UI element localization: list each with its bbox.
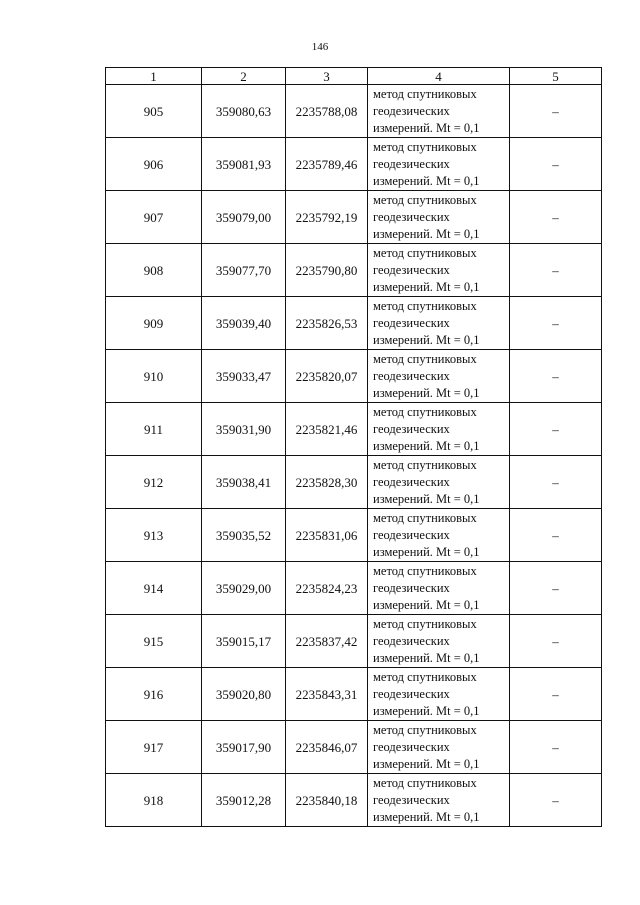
point-number-cell: 910 — [106, 350, 202, 403]
point-number-cell: 907 — [106, 191, 202, 244]
table-row — [106, 350, 602, 403]
column5-cell: – — [510, 668, 602, 721]
method-text-line: метод спутниковых — [373, 245, 477, 260]
x-coordinate-cell: 359033,47 — [202, 350, 286, 403]
method-text-line: измерений. Mt = 0,1 — [373, 703, 480, 718]
table-header-row — [106, 68, 602, 85]
table-row — [106, 668, 602, 721]
method-cell — [368, 509, 510, 562]
table-row — [106, 456, 602, 509]
y-coordinate-cell: 2235790,80 — [286, 244, 368, 297]
x-coordinate-cell: 359039,40 — [202, 297, 286, 350]
method-cell — [368, 297, 510, 350]
x-coordinate-cell: 359017,90 — [202, 721, 286, 774]
y-coordinate-cell: 2235824,23 — [286, 562, 368, 615]
x-coordinate-cell: 359077,70 — [202, 244, 286, 297]
x-coordinate-cell: 359080,63 — [202, 85, 286, 138]
method-text-line: измерений. Mt = 0,1 — [373, 650, 480, 665]
method-cell — [368, 85, 510, 138]
y-coordinate-cell: 2235792,19 — [286, 191, 368, 244]
method-cell — [368, 721, 510, 774]
table-row — [106, 403, 602, 456]
method-cell — [368, 774, 510, 827]
method-cell — [368, 668, 510, 721]
y-coordinate-cell: 2235821,46 — [286, 403, 368, 456]
column5-cell: – — [510, 191, 602, 244]
x-coordinate-cell: 359015,17 — [202, 615, 286, 668]
y-coordinate-cell: 2235837,42 — [286, 615, 368, 668]
table-row — [106, 244, 602, 297]
method-text-line: метод спутниковых — [373, 510, 477, 525]
x-coordinate-cell: 359031,90 — [202, 403, 286, 456]
table-row — [106, 191, 602, 244]
method-text-line: геодезических — [373, 580, 450, 595]
column5-cell: – — [510, 138, 602, 191]
x-coordinate-cell: 359038,41 — [202, 456, 286, 509]
method-text-line: геодезических — [373, 262, 450, 277]
table-row — [106, 562, 602, 615]
method-text-line: измерений. Mt = 0,1 — [373, 279, 480, 294]
point-number-cell: 914 — [106, 562, 202, 615]
point-number-cell: 916 — [106, 668, 202, 721]
table-row — [106, 774, 602, 827]
method-text-line: метод спутниковых — [373, 457, 477, 472]
method-text-line: измерений. Mt = 0,1 — [373, 332, 480, 347]
column5-cell: – — [510, 350, 602, 403]
method-cell — [368, 615, 510, 668]
coordinates-table — [105, 67, 602, 827]
column5-cell: – — [510, 244, 602, 297]
method-text-line: метод спутниковых — [373, 775, 477, 790]
method-text-line: геодезических — [373, 421, 450, 436]
column-header: 5 — [510, 68, 602, 85]
method-text-line: измерений. Mt = 0,1 — [373, 173, 480, 188]
x-coordinate-cell: 359079,00 — [202, 191, 286, 244]
method-text-line: геодезических — [373, 686, 450, 701]
method-text-line: метод спутниковых — [373, 139, 477, 154]
method-text-line: геодезических — [373, 209, 450, 224]
method-text-line: метод спутниковых — [373, 351, 477, 366]
column-header: 2 — [202, 68, 286, 85]
method-text-line: измерений. Mt = 0,1 — [373, 385, 480, 400]
method-text-line: измерений. Mt = 0,1 — [373, 809, 480, 824]
column-header: 3 — [286, 68, 368, 85]
method-text-line: геодезических — [373, 633, 450, 648]
method-text-line: геодезических — [373, 792, 450, 807]
column5-cell: – — [510, 562, 602, 615]
y-coordinate-cell: 2235843,31 — [286, 668, 368, 721]
x-coordinate-cell: 359012,28 — [202, 774, 286, 827]
point-number-cell: 911 — [106, 403, 202, 456]
x-coordinate-cell: 359035,52 — [202, 509, 286, 562]
method-cell — [368, 350, 510, 403]
y-coordinate-cell: 2235788,08 — [286, 85, 368, 138]
x-coordinate-cell: 359020,80 — [202, 668, 286, 721]
method-text-line: геодезических — [373, 315, 450, 330]
method-text-line: измерений. Mt = 0,1 — [373, 120, 480, 135]
table-row — [106, 509, 602, 562]
method-text-line: метод спутниковых — [373, 404, 477, 419]
table-row — [106, 721, 602, 774]
y-coordinate-cell: 2235820,07 — [286, 350, 368, 403]
method-text-line: измерений. Mt = 0,1 — [373, 226, 480, 241]
point-number-cell: 908 — [106, 244, 202, 297]
table-row — [106, 297, 602, 350]
method-cell — [368, 562, 510, 615]
x-coordinate-cell: 359029,00 — [202, 562, 286, 615]
column5-cell: – — [510, 85, 602, 138]
column5-cell: – — [510, 615, 602, 668]
point-number-cell: 912 — [106, 456, 202, 509]
method-text-line: метод спутниковых — [373, 192, 477, 207]
method-text-line: геодезических — [373, 156, 450, 171]
point-number-cell: 913 — [106, 509, 202, 562]
column5-cell: – — [510, 509, 602, 562]
y-coordinate-cell: 2235846,07 — [286, 721, 368, 774]
column-header: 4 — [368, 68, 510, 85]
y-coordinate-cell: 2235826,53 — [286, 297, 368, 350]
column5-cell: – — [510, 403, 602, 456]
method-cell — [368, 403, 510, 456]
method-cell — [368, 244, 510, 297]
table-row — [106, 85, 602, 138]
method-text-line: метод спутниковых — [373, 616, 477, 631]
point-number-cell: 917 — [106, 721, 202, 774]
table-row — [106, 138, 602, 191]
method-text-line: измерений. Mt = 0,1 — [373, 438, 480, 453]
method-text-line: измерений. Mt = 0,1 — [373, 756, 480, 771]
column5-cell: – — [510, 721, 602, 774]
column-header: 1 — [106, 68, 202, 85]
method-text-line: геодезических — [373, 368, 450, 383]
method-text-line: измерений. Mt = 0,1 — [373, 491, 480, 506]
y-coordinate-cell: 2235831,06 — [286, 509, 368, 562]
method-text-line: геодезических — [373, 527, 450, 542]
point-number-cell: 906 — [106, 138, 202, 191]
column5-cell: – — [510, 774, 602, 827]
y-coordinate-cell: 2235789,46 — [286, 138, 368, 191]
method-text-line: измерений. Mt = 0,1 — [373, 597, 480, 612]
y-coordinate-cell: 2235828,30 — [286, 456, 368, 509]
method-cell — [368, 191, 510, 244]
column5-cell: – — [510, 297, 602, 350]
page-number: 146 — [311, 41, 329, 53]
column5-cell: – — [510, 456, 602, 509]
method-text-line: метод спутниковых — [373, 669, 477, 684]
point-number-cell: 918 — [106, 774, 202, 827]
table-row — [106, 615, 602, 668]
method-text-line: геодезических — [373, 739, 450, 754]
x-coordinate-cell: 359081,93 — [202, 138, 286, 191]
point-number-cell: 905 — [106, 85, 202, 138]
method-text-line: геодезических — [373, 103, 450, 118]
method-text-line: метод спутниковых — [373, 563, 477, 578]
y-coordinate-cell: 2235840,18 — [286, 774, 368, 827]
method-text-line: измерений. Mt = 0,1 — [373, 544, 480, 559]
method-cell — [368, 138, 510, 191]
method-text-line: метод спутниковых — [373, 722, 477, 737]
method-text-line: геодезических — [373, 474, 450, 489]
point-number-cell: 915 — [106, 615, 202, 668]
point-number-cell: 909 — [106, 297, 202, 350]
method-text-line: метод спутниковых — [373, 86, 477, 101]
method-cell — [368, 456, 510, 509]
method-text-line: метод спутниковых — [373, 298, 477, 313]
